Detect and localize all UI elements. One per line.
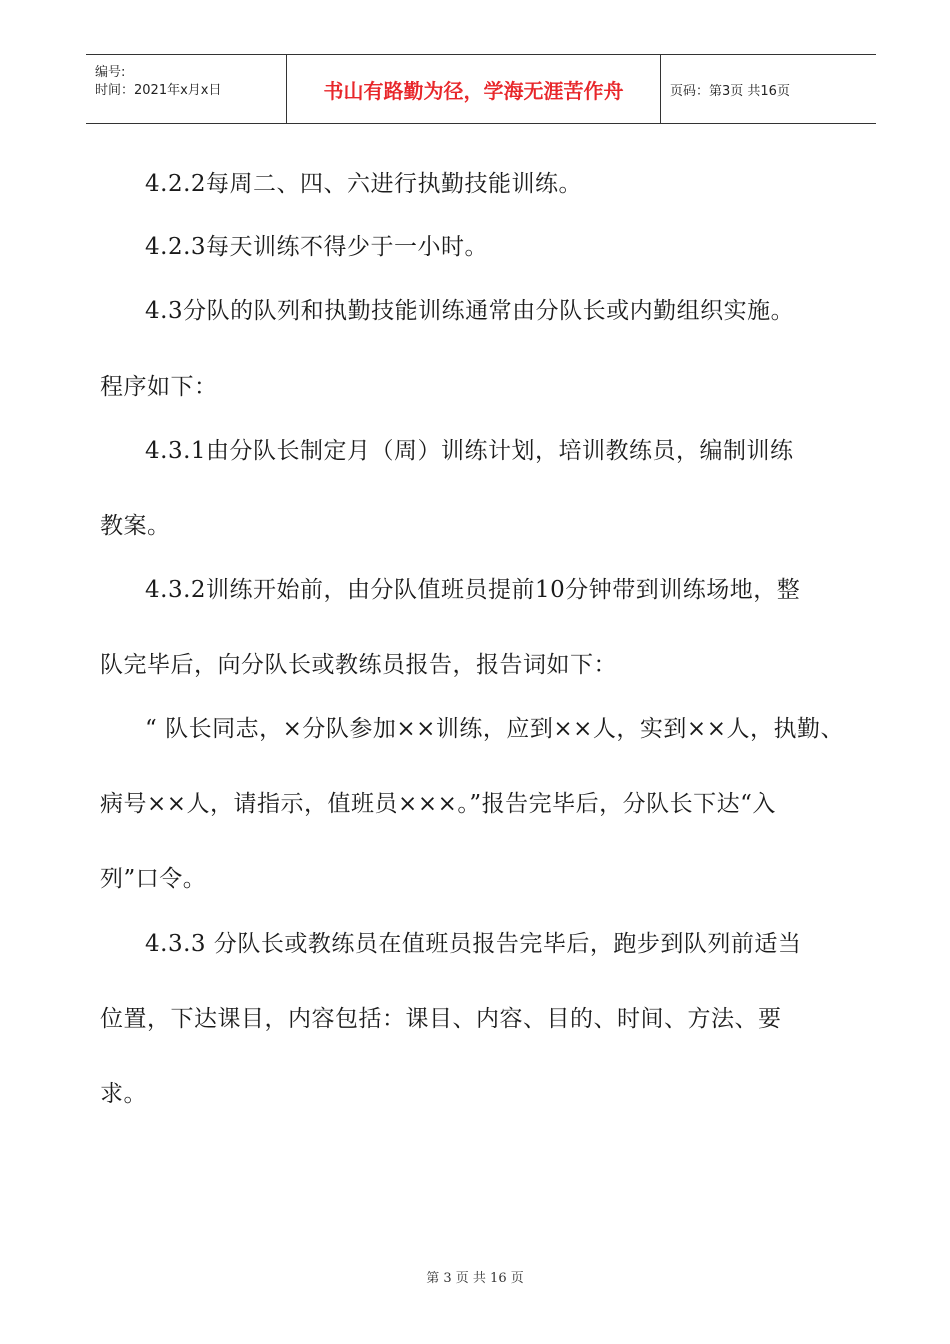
paragraph-line: 列”口令。 [100,866,207,892]
document-time-label: 时间：2021年x月x日 [95,83,222,98]
paragraph-line: 4.3.2训练开始前，由分队值班员提前10分钟带到训练场地，整 [145,577,801,603]
document-number-label: 编号: [95,65,126,80]
paragraph-line: 病号××人，请指示，值班员×××。”报告完毕后，分队长下达“入 [100,791,776,817]
paragraph-line: 求。 [100,1081,147,1107]
paragraph-line: 教案。 [100,513,171,539]
page-header [86,54,876,124]
paragraph-line: 4.3分队的队列和执勤技能训练通常由分队长或内勤组织实施。 [145,298,795,324]
header-motto: 书山有路勤为径，学海无涯苦作舟 [287,55,661,123]
header-page-code: 页码：第3页 共16页 [670,83,790,99]
paragraph-line: 位置，下达课目，内容包括：课目、内容、目的、时间、方法、要 [100,1006,782,1032]
paragraph-line: “ 队长同志，×分队参加××训练，应到××人，实到××人，执勤、 [145,716,844,742]
paragraph-line: 4.3.3 分队长或教练员在值班员报告完毕后，跑步到队列前适当 [145,931,802,957]
paragraph-line: 4.2.2每周二、四、六进行执勤技能训练。 [145,171,583,197]
page-footer: 第 3 页 共 16 页 [426,1271,524,1286]
paragraph-line: 4.3.1由分队长制定月（周）训练计划，培训教练员，编制训练 [145,438,794,464]
paragraph-line: 程序如下： [100,374,218,400]
header-meta [86,55,287,123]
paragraph-line: 4.2.3每天训练不得少于一小时。 [145,234,489,260]
paragraph-line: 队完毕后，向分队长或教练员报告，报告词如下： [100,652,617,678]
